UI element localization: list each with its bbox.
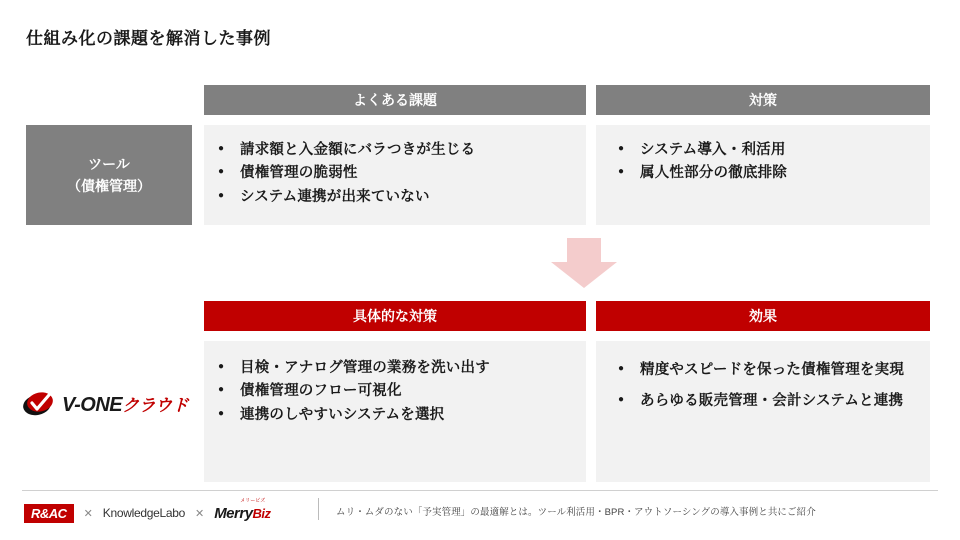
vone-logo-main: V-ONE	[62, 394, 123, 416]
page-title: 仕組み化の課題を解消した事例	[26, 29, 271, 48]
merrybiz-logo-main: Merry	[214, 504, 253, 522]
list-item: ● システム連携が出来ていない	[240, 186, 576, 209]
panel-countermeasures	[596, 125, 930, 225]
vone-check-mark-icon	[22, 389, 56, 419]
row-label-line1: ツール	[88, 155, 130, 172]
merrybiz-logo-tagline: メリービズ	[240, 497, 266, 504]
panel-concrete-measures	[204, 341, 586, 482]
vone-logo-accent: クラウド	[122, 396, 189, 415]
list-item: ● あらゆる販売管理・会計システムと連携	[640, 390, 920, 413]
issue-list	[204, 125, 586, 209]
header-effects: 効果	[596, 301, 930, 331]
list-item: ● 精度やスピードを保った債権管理を実現	[640, 359, 920, 382]
rac-logo: R&AC	[24, 504, 74, 523]
list-item: ● 債権管理の脆弱性	[240, 162, 576, 185]
knowledgelabo-logo: KnowledgeLabo	[102, 506, 185, 520]
action-list	[596, 125, 930, 186]
list-item: ● 請求額と入金額にバラつきが生じる	[240, 139, 576, 162]
vone-logo-text	[62, 391, 188, 417]
header-common-issues: よくある課題	[204, 85, 586, 115]
vone-cloud-logo	[22, 385, 194, 423]
row-label-line2: （債権管理）	[67, 178, 151, 194]
header-countermeasures: 対策	[596, 85, 930, 115]
footer-note: ムリ・ムダのない「予実管理」の最適解とは。ツール利活用・BPR・アウトソーシングの導入事例と共にご紹介	[336, 507, 816, 518]
cross-icon: ✕	[83, 507, 93, 520]
merrybiz-logo-accent: Biz	[252, 505, 271, 521]
list-item: ● 属人性部分の徹底排除	[640, 162, 920, 185]
slide-footer	[0, 490, 960, 540]
list-item: ● 目検・アナログ管理の業務を洗い出す	[240, 357, 576, 380]
panel-effects	[596, 341, 930, 482]
merrybiz-logo	[214, 497, 271, 522]
header-concrete-measures: 具体的な対策	[204, 301, 586, 331]
effect-list	[596, 341, 930, 414]
cross-icon: ✕	[194, 507, 205, 520]
footer-divider-line	[22, 490, 938, 491]
list-item: ● システム導入・利活用	[640, 139, 920, 162]
row-label-tool	[26, 125, 192, 225]
footer-vertical-divider	[318, 498, 319, 520]
list-item: ● 債権管理のフロー可視化	[240, 380, 576, 403]
panel-common-issues	[204, 125, 586, 225]
concrete-list	[204, 341, 586, 427]
footer-logo-group	[24, 498, 271, 528]
list-item: ● 連携のしやすいシステムを選択	[240, 404, 576, 427]
down-arrow-icon	[551, 238, 617, 288]
